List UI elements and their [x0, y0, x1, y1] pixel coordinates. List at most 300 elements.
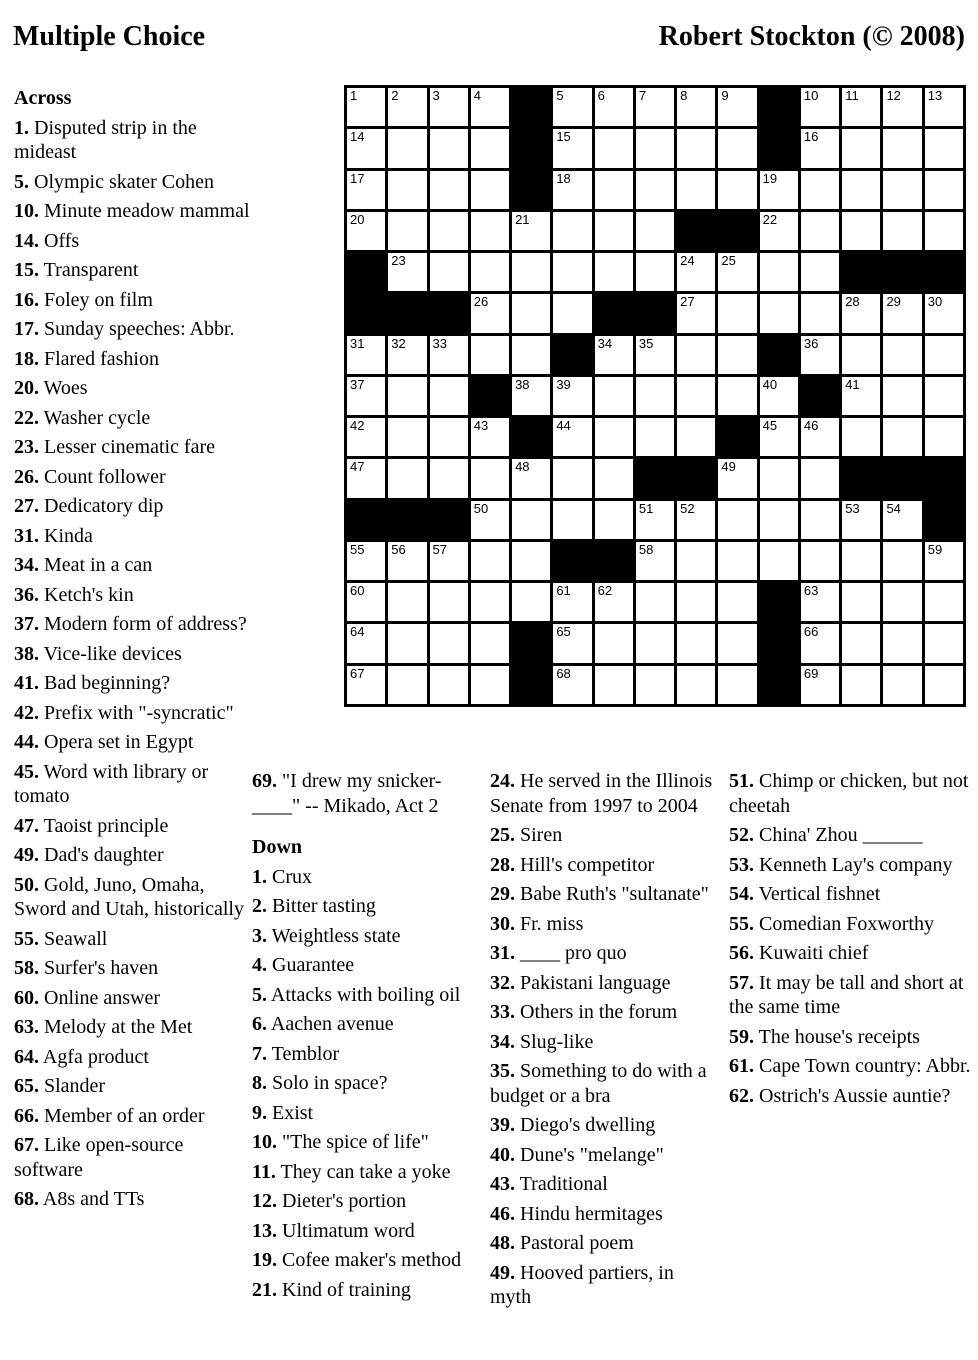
cell-number: 28	[845, 294, 860, 310]
grid-cell-r3c8[interactable]	[636, 171, 674, 209]
grid-cell-r4c12[interactable]	[801, 212, 839, 250]
grid-cell-r6c4[interactable]	[471, 294, 509, 332]
grid-cell-r6c14[interactable]	[883, 294, 921, 332]
grid-cell-r11c4[interactable]	[471, 501, 509, 539]
grid-cell-r8c10[interactable]	[718, 377, 756, 415]
grid-cell-r12c1[interactable]	[347, 542, 385, 580]
grid-cell-r3c2[interactable]	[388, 171, 426, 209]
clue-number: 3.	[252, 924, 267, 947]
clue-across-60: 60. Online answer	[14, 986, 161, 1009]
grid-cell-r3c14[interactable]	[883, 171, 921, 209]
grid-cell-r5c4[interactable]	[471, 253, 509, 291]
clue-number: 8.	[252, 1072, 267, 1094]
grid-cell-r7c7[interactable]	[595, 336, 633, 374]
grid-cell-r7c5[interactable]	[512, 336, 550, 374]
black-cell	[760, 624, 798, 662]
cell-number: 6	[597, 88, 605, 103]
clue-number: 25.	[490, 824, 515, 846]
grid-cell-r12c13[interactable]	[842, 542, 880, 580]
grid-cell-r9c9[interactable]	[677, 418, 715, 456]
grid-cell-r4c5[interactable]	[512, 212, 550, 250]
grid-cell-r15c6[interactable]	[553, 666, 591, 704]
grid-cell-r12c8[interactable]	[636, 542, 674, 580]
clue-down-54: 54. Vertical fishnet	[729, 883, 881, 905]
grid-cell-r12c10[interactable]	[718, 542, 756, 580]
grid-cell-r5c8[interactable]	[636, 253, 674, 291]
grid-cell-r11c5[interactable]	[512, 501, 550, 539]
clue-number: 35.	[490, 1060, 515, 1082]
grid-cell-r15c9[interactable]	[677, 666, 715, 704]
grid-cell-r4c6[interactable]	[553, 212, 591, 250]
grid-cell-r3c11[interactable]	[760, 171, 798, 209]
grid-cell-r8c7[interactable]	[595, 377, 633, 415]
clue-number: 1.	[14, 116, 29, 139]
black-cell	[471, 377, 509, 415]
grid-cell-r8c2[interactable]	[388, 377, 426, 415]
grid-cell-r8c13[interactable]	[842, 377, 880, 415]
black-cell	[883, 459, 921, 497]
grid-cell-r5c7[interactable]	[595, 253, 633, 291]
grid-cell-r14c13[interactable]	[842, 624, 880, 662]
cell-number: 16	[803, 129, 819, 145]
clue-number: 47.	[14, 814, 39, 837]
grid-cell-r7c2[interactable]	[388, 336, 426, 374]
grid-cell-r13c15[interactable]	[925, 583, 963, 621]
grid-cell-r7c12[interactable]	[801, 336, 839, 374]
grid-cell-r3c13[interactable]	[842, 171, 880, 209]
grid-cell-r9c3[interactable]	[430, 418, 468, 456]
clue-number: 58.	[14, 957, 39, 979]
grid-cell-r4c7[interactable]	[595, 212, 633, 250]
grid-cell-r9c14[interactable]	[883, 418, 921, 456]
grid-cell-r15c10[interactable]	[718, 666, 756, 704]
grid-cell-r6c11[interactable]	[760, 294, 798, 332]
grid-cell-r15c14[interactable]	[883, 666, 921, 704]
grid-cell-r13c6[interactable]	[553, 583, 591, 621]
clue-down-51: 51. Chimp or chicken, but not cheetah	[729, 770, 969, 817]
grid-cell-r7c4[interactable]	[471, 336, 509, 374]
grid-cell-r7c8[interactable]	[636, 336, 674, 374]
grid-cell-r14c12[interactable]	[801, 624, 839, 662]
clue-across-26: 26. Count follower	[14, 465, 166, 488]
grid-cell-r2c15[interactable]	[925, 129, 963, 167]
grid-cell-r12c4[interactable]	[471, 542, 509, 580]
grid-cell-r6c10[interactable]	[718, 294, 756, 332]
grid-cell-r1c15[interactable]	[925, 88, 963, 126]
grid-cell-r5c12[interactable]	[801, 253, 839, 291]
grid-cell-r3c1[interactable]	[347, 171, 385, 209]
clue-number: 61.	[729, 1055, 754, 1077]
grid-cell-r15c8[interactable]	[636, 666, 674, 704]
clue-down-6: 6. Aachen avenue	[252, 1013, 394, 1035]
clue-number: 1.	[252, 865, 267, 888]
grid-cell-r3c4[interactable]	[471, 171, 509, 209]
grid-cell-r13c4[interactable]	[471, 583, 509, 621]
cell-number: 46	[803, 418, 819, 434]
grid-cell-r13c13[interactable]	[842, 583, 880, 621]
grid-cell-r8c11[interactable]	[760, 377, 798, 415]
grid-cell-r8c14[interactable]	[883, 377, 921, 415]
grid-cell-r6c15[interactable]	[925, 294, 963, 332]
grid-cell-r3c15[interactable]	[925, 171, 963, 209]
black-cell	[801, 377, 839, 415]
grid-cell-r8c1[interactable]	[347, 377, 385, 415]
grid-cell-r5c2[interactable]	[388, 253, 426, 291]
clue-down-8: 8. Solo in space?	[252, 1072, 388, 1094]
grid-cell-r15c4[interactable]	[471, 666, 509, 704]
grid-cell-r1c4[interactable]	[471, 88, 509, 126]
cell-number: 61	[556, 583, 571, 599]
grid-cell-r10c5[interactable]	[512, 459, 550, 497]
clue-number: 5.	[14, 170, 29, 193]
grid-cell-r11c9[interactable]	[677, 501, 715, 539]
cell-number: 31	[350, 335, 365, 351]
clue-across-38: 38. Vice-like devices	[14, 642, 182, 665]
grid-cell-r7c15[interactable]	[925, 336, 963, 374]
black-cell	[512, 418, 550, 456]
grid-cell-r5c9[interactable]	[677, 253, 715, 291]
grid-cell-r8c8[interactable]	[636, 377, 674, 415]
grid-cell-r3c9[interactable]	[677, 171, 715, 209]
clue-number: 32.	[490, 971, 515, 994]
grid-cell-r2c8[interactable]	[636, 129, 674, 167]
clue-across-68: 68. A8s and TTs	[14, 1188, 145, 1210]
grid-cell-r14c3[interactable]	[430, 624, 468, 662]
cell-number: 23	[391, 253, 406, 269]
black-cell	[347, 294, 385, 332]
cell-number: 14	[350, 129, 365, 145]
grid-cell-r10c2[interactable]	[388, 459, 426, 497]
grid-cell-r3c7[interactable]	[595, 171, 633, 209]
clue-number: 20.	[14, 377, 39, 399]
clue-down-24: 24. He served in the Illinois Senate from 1997 to 2004	[490, 770, 713, 817]
cell-number: 56	[391, 541, 406, 557]
clue-number: 67.	[14, 1134, 39, 1156]
cell-number: 13	[927, 88, 943, 103]
grid-cell-r13c8[interactable]	[636, 583, 674, 621]
black-cell	[512, 666, 550, 704]
grid-cell-r6c12[interactable]	[801, 294, 839, 332]
grid-cell-r1c13[interactable]	[842, 88, 880, 126]
grid-cell-r13c9[interactable]	[677, 583, 715, 621]
cell-number: 42	[350, 418, 365, 434]
grid-cell-r1c6[interactable]	[553, 88, 591, 126]
grid-cell-r9c6[interactable]	[553, 418, 591, 456]
cell-number: 44	[556, 418, 571, 434]
clue-number: 68.	[14, 1188, 39, 1210]
grid-cell-r3c3[interactable]	[430, 171, 468, 209]
grid-cell-r12c15[interactable]	[925, 542, 963, 580]
grid-cell-r15c1[interactable]	[347, 666, 385, 704]
cell-number: 57	[432, 541, 447, 557]
grid-cell-r1c9[interactable]	[677, 88, 715, 126]
clue-column-2	[252, 769, 470, 1307]
grid-cell-r4c1[interactable]	[347, 212, 385, 250]
clue-number: 41.	[14, 672, 39, 694]
clue-across-66: 66. Member of an order	[14, 1104, 205, 1127]
grid-cell-r5c11[interactable]	[760, 253, 798, 291]
clue-number: 43.	[490, 1173, 515, 1195]
clue-down-43: 43. Traditional	[490, 1173, 608, 1195]
clue-across-42: 42. Prefix with "-syncratic"	[14, 701, 234, 724]
grid-cell-r14c9[interactable]	[677, 624, 715, 662]
grid-cell-r6c6[interactable]	[553, 294, 591, 332]
grid-cell-r11c8[interactable]	[636, 501, 674, 539]
black-cell	[347, 253, 385, 291]
clue-across-69: 69. "I drew my snicker-____" -- Mikado, Act 2	[252, 770, 442, 817]
grid-cell-r12c9[interactable]	[677, 542, 715, 580]
cell-number: 22	[762, 211, 778, 227]
clue-column-across	[14, 86, 250, 1217]
grid-cell-r9c13[interactable]	[842, 418, 880, 456]
grid-cell-r14c4[interactable]	[471, 624, 509, 662]
cell-number: 15	[556, 129, 571, 145]
grid-cell-r4c14[interactable]	[883, 212, 921, 250]
grid-cell-r1c3[interactable]	[430, 88, 468, 126]
clue-across-63: 63. Melody at the Met	[14, 1016, 193, 1038]
grid-cell-r11c13[interactable]	[842, 501, 880, 539]
grid-cell-r2c7[interactable]	[595, 129, 633, 167]
grid-cell-r10c1[interactable]	[347, 459, 385, 497]
grid-cell-r13c10[interactable]	[718, 583, 756, 621]
grid-cell-r1c7[interactable]	[595, 88, 633, 126]
grid-cell-r14c10[interactable]	[718, 624, 756, 662]
grid-cell-r8c3[interactable]	[430, 377, 468, 415]
grid-cell-r8c15[interactable]	[925, 377, 963, 415]
cell-number: 53	[845, 500, 860, 516]
black-cell	[718, 212, 756, 250]
grid-cell-r1c10[interactable]	[718, 88, 756, 126]
clue-number: 9.	[252, 1101, 267, 1124]
grid-cell-r13c12[interactable]	[801, 583, 839, 621]
clue-number: 54.	[729, 883, 754, 905]
grid-cell-r9c2[interactable]	[388, 418, 426, 456]
clue-down-56: 56. Kuwaiti chief	[729, 942, 869, 964]
grid-cell-r9c1[interactable]	[347, 418, 385, 456]
cell-number: 60	[350, 583, 365, 599]
cell-number: 32	[391, 335, 406, 351]
grid-cell-r4c15[interactable]	[925, 212, 963, 250]
grid-cell-r15c2[interactable]	[388, 666, 426, 704]
clue-across-58: 58. Surfer's haven	[14, 957, 159, 979]
grid-cell-r8c5[interactable]	[512, 377, 550, 415]
grid-cell-r4c13[interactable]	[842, 212, 880, 250]
grid-cell-r9c8[interactable]	[636, 418, 674, 456]
grid-cell-r12c11[interactable]	[760, 542, 798, 580]
black-cell	[636, 294, 674, 332]
grid-cell-r11c14[interactable]	[883, 501, 921, 539]
clue-number: 33.	[490, 1001, 515, 1023]
grid-cell-r9c12[interactable]	[801, 418, 839, 456]
grid-cell-r11c6[interactable]	[553, 501, 591, 539]
black-cell	[925, 253, 963, 291]
clue-down-21: 21. Kind of training	[252, 1278, 411, 1301]
grid-cell-r2c1[interactable]	[347, 129, 385, 167]
grid-cell-r4c4[interactable]	[471, 212, 509, 250]
grid-cell-r15c13[interactable]	[842, 666, 880, 704]
grid-cell-r8c9[interactable]	[677, 377, 715, 415]
grid-cell-r7c14[interactable]	[883, 336, 921, 374]
grid-cell-r15c15[interactable]	[925, 666, 963, 704]
grid-cell-r14c6[interactable]	[553, 624, 591, 662]
cell-number: 68	[556, 665, 571, 681]
clue-down-32: 32. Pakistani language	[490, 971, 671, 994]
grid-cell-r13c1[interactable]	[347, 583, 385, 621]
grid-cell-r14c15[interactable]	[925, 624, 963, 662]
black-cell	[718, 418, 756, 456]
grid-cell-r9c15[interactable]	[925, 418, 963, 456]
grid-cell-r5c3[interactable]	[430, 253, 468, 291]
black-cell	[760, 583, 798, 621]
grid-cell-r2c13[interactable]	[842, 129, 880, 167]
clue-down-9: 9. Exist	[252, 1101, 314, 1124]
grid-cell-r10c6[interactable]	[553, 459, 591, 497]
black-cell	[760, 336, 798, 374]
grid-cell-r10c10[interactable]	[718, 459, 756, 497]
grid-cell-r12c3[interactable]	[430, 542, 468, 580]
grid-cell-r7c3[interactable]	[430, 336, 468, 374]
grid-cell-r13c3[interactable]	[430, 583, 468, 621]
grid-cell-r12c2[interactable]	[388, 542, 426, 580]
grid-cell-r14c2[interactable]	[388, 624, 426, 662]
grid-cell-r1c2[interactable]	[388, 88, 426, 126]
grid-cell-r4c11[interactable]	[760, 212, 798, 250]
cell-number: 27	[680, 294, 695, 310]
cell-number: 36	[803, 335, 819, 351]
clue-across-15: 15. Transparent	[14, 259, 139, 281]
clue-down-39: 39. Diego's dwelling	[490, 1114, 656, 1136]
grid-cell-r4c8[interactable]	[636, 212, 674, 250]
grid-cell-r2c10[interactable]	[718, 129, 756, 167]
black-cell	[925, 459, 963, 497]
clue-number: 7.	[252, 1042, 267, 1065]
grid-cell-r6c5[interactable]	[512, 294, 550, 332]
clue-across-37: 37. Modern form of address?	[14, 613, 247, 635]
grid-cell-r2c2[interactable]	[388, 129, 426, 167]
grid-cell-r14c1[interactable]	[347, 624, 385, 662]
clue-number: 55.	[14, 927, 39, 950]
grid-cell-r9c7[interactable]	[595, 418, 633, 456]
grid-cell-r11c10[interactable]	[718, 501, 756, 539]
clue-number: 17.	[14, 318, 39, 340]
grid-cell-r14c7[interactable]	[595, 624, 633, 662]
cell-number: 7	[638, 88, 647, 103]
grid-cell-r11c7[interactable]	[595, 501, 633, 539]
grid-cell-r4c3[interactable]	[430, 212, 468, 250]
black-cell	[925, 501, 963, 539]
grid-cell-r3c10[interactable]	[718, 171, 756, 209]
grid-cell-r10c11[interactable]	[760, 459, 798, 497]
grid-cell-r9c11[interactable]	[760, 418, 798, 456]
black-cell	[512, 129, 550, 167]
grid-cell-r3c6[interactable]	[553, 171, 591, 209]
grid-cell-r2c14[interactable]	[883, 129, 921, 167]
grid-cell-r2c9[interactable]	[677, 129, 715, 167]
grid-cell-r2c4[interactable]	[471, 129, 509, 167]
grid-cell-r10c7[interactable]	[595, 459, 633, 497]
clue-down-19: 19. Cofee maker's method	[252, 1249, 462, 1271]
clue-across-23: 23. Lesser cinematic fare	[14, 436, 216, 458]
grid-cell-r10c3[interactable]	[430, 459, 468, 497]
grid-cell-r4c2[interactable]	[388, 212, 426, 250]
clue-down-10: 10. "The spice of life"	[252, 1131, 429, 1153]
cell-number: 50	[473, 500, 489, 516]
grid-cell-r13c14[interactable]	[883, 583, 921, 621]
grid-cell-r7c1[interactable]	[347, 336, 385, 374]
grid-cell-r13c5[interactable]	[512, 583, 550, 621]
grid-cell-r12c5[interactable]	[512, 542, 550, 580]
cell-number: 3	[432, 88, 440, 103]
grid-cell-r1c14[interactable]	[883, 88, 921, 126]
clue-number: 60.	[14, 986, 39, 1009]
grid-cell-r13c7[interactable]	[595, 583, 633, 621]
cell-number: 34	[597, 335, 613, 351]
grid-cell-r5c10[interactable]	[718, 253, 756, 291]
grid-cell-r3c12[interactable]	[801, 171, 839, 209]
grid-cell-r1c1[interactable]	[347, 88, 385, 126]
cell-number: 58	[638, 541, 654, 557]
grid-cell-r12c12[interactable]	[801, 542, 839, 580]
grid-cell-r10c12[interactable]	[801, 459, 839, 497]
clue-number: 5.	[252, 983, 267, 1006]
black-cell	[760, 88, 798, 126]
grid-cell-r1c12[interactable]	[801, 88, 839, 126]
grid-cell-r15c7[interactable]	[595, 666, 633, 704]
black-cell	[595, 542, 633, 580]
clue-down-4: 4. Guarantee	[252, 954, 355, 976]
grid-cell-r7c13[interactable]	[842, 336, 880, 374]
clue-number: 23.	[14, 436, 39, 458]
grid-cell-r10c4[interactable]	[471, 459, 509, 497]
grid-cell-r11c12[interactable]	[801, 501, 839, 539]
grid-cell-r15c3[interactable]	[430, 666, 468, 704]
cell-number: 21	[515, 211, 530, 227]
grid-cell-r6c9[interactable]	[677, 294, 715, 332]
grid-cell-r5c6[interactable]	[553, 253, 591, 291]
grid-cell-r7c9[interactable]	[677, 336, 715, 374]
grid-cell-r12c14[interactable]	[883, 542, 921, 580]
grid-cell-r2c6[interactable]	[553, 129, 591, 167]
clue-across-64: 64. Agfa product	[14, 1045, 149, 1068]
clue-number: 66.	[14, 1104, 39, 1127]
clue-down-40: 40. Dune's "melange"	[490, 1143, 664, 1166]
cell-number: 49	[721, 459, 736, 475]
cell-number: 63	[803, 583, 819, 599]
clue-across-20: 20. Woes	[14, 377, 88, 399]
grid-cell-r8c6[interactable]	[553, 377, 591, 415]
grid-cell-r14c14[interactable]	[883, 624, 921, 662]
black-cell	[842, 253, 880, 291]
grid-cell-r2c12[interactable]	[801, 129, 839, 167]
clue-across-55: 55. Seawall	[14, 927, 108, 950]
clue-down-31: 31. ____ pro quo	[490, 942, 627, 964]
clue-across-47: 47. Taoist principle	[14, 814, 169, 837]
black-cell	[595, 294, 633, 332]
grid-cell-r13c2[interactable]	[388, 583, 426, 621]
grid-cell-r9c4[interactable]	[471, 418, 509, 456]
grid-cell-r6c13[interactable]	[842, 294, 880, 332]
grid-cell-r15c12[interactable]	[801, 666, 839, 704]
cell-number: 65	[556, 624, 571, 640]
grid-cell-r7c10[interactable]	[718, 336, 756, 374]
grid-cell-r11c11[interactable]	[760, 501, 798, 539]
clue-number: 27.	[14, 495, 39, 517]
grid-cell-r5c5[interactable]	[512, 253, 550, 291]
grid-cell-r14c8[interactable]	[636, 624, 674, 662]
grid-cell-r1c8[interactable]	[636, 88, 674, 126]
grid-cell-r2c3[interactable]	[430, 129, 468, 167]
clue-across-44: 44. Opera set in Egypt	[14, 731, 194, 753]
